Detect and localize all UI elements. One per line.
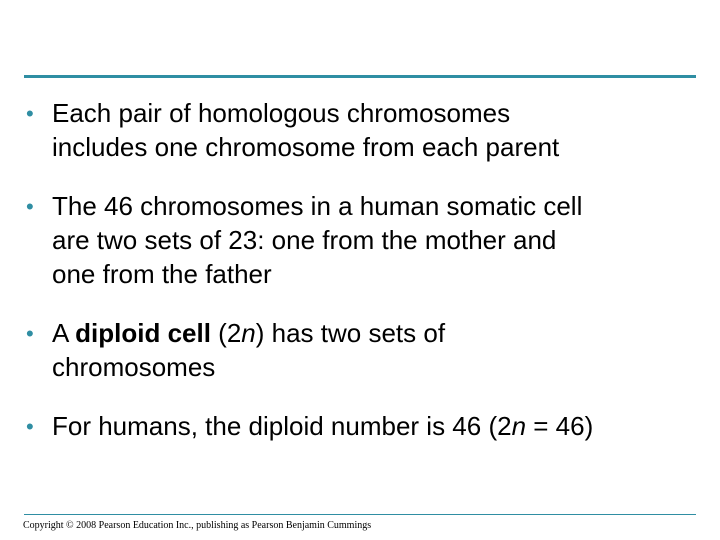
bullet-item-46-chromosomes (26, 189, 706, 291)
variable-n: n (511, 411, 527, 441)
bullet-marker: • (26, 194, 34, 219)
bullet-text-line: includes one chromosome from each parent (52, 132, 560, 162)
copyright-footer: Copyright © 2008 Pearson Education Inc., publishing as Pearson Benjamin Cummings (23, 520, 372, 531)
bullet-item-homologous-pairs (26, 96, 706, 164)
bullet-text: For humans, the diploid number is 46 (2 (52, 411, 512, 441)
bottom-divider (24, 514, 696, 515)
bullet-text: A (52, 318, 76, 348)
bullet-item-diploid-cell (26, 316, 706, 384)
bullet-text-line: The 46 chromosomes in a human somatic cell (52, 191, 583, 221)
top-divider (24, 75, 696, 78)
bullet-text-line: are two sets of 23: one from the mother and (52, 225, 557, 255)
bullet-marker: • (26, 101, 34, 126)
bullet-item-human-diploid-number (26, 409, 706, 443)
bullet-text-line: Each pair of homologous chromosomes (52, 98, 511, 128)
bullet-text: (2 (210, 318, 242, 348)
bullet-text-line: one from the father (52, 259, 272, 289)
bullet-text-line: chromosomes (52, 352, 216, 382)
bullet-marker: • (26, 414, 34, 439)
variable-n: n (241, 318, 256, 348)
term-diploid-cell: diploid cell (75, 318, 211, 348)
bullet-text: = 46) (526, 411, 594, 441)
bullet-list (26, 96, 706, 468)
bullet-marker: • (26, 321, 34, 346)
bullet-text: ) has two sets of (255, 318, 446, 348)
